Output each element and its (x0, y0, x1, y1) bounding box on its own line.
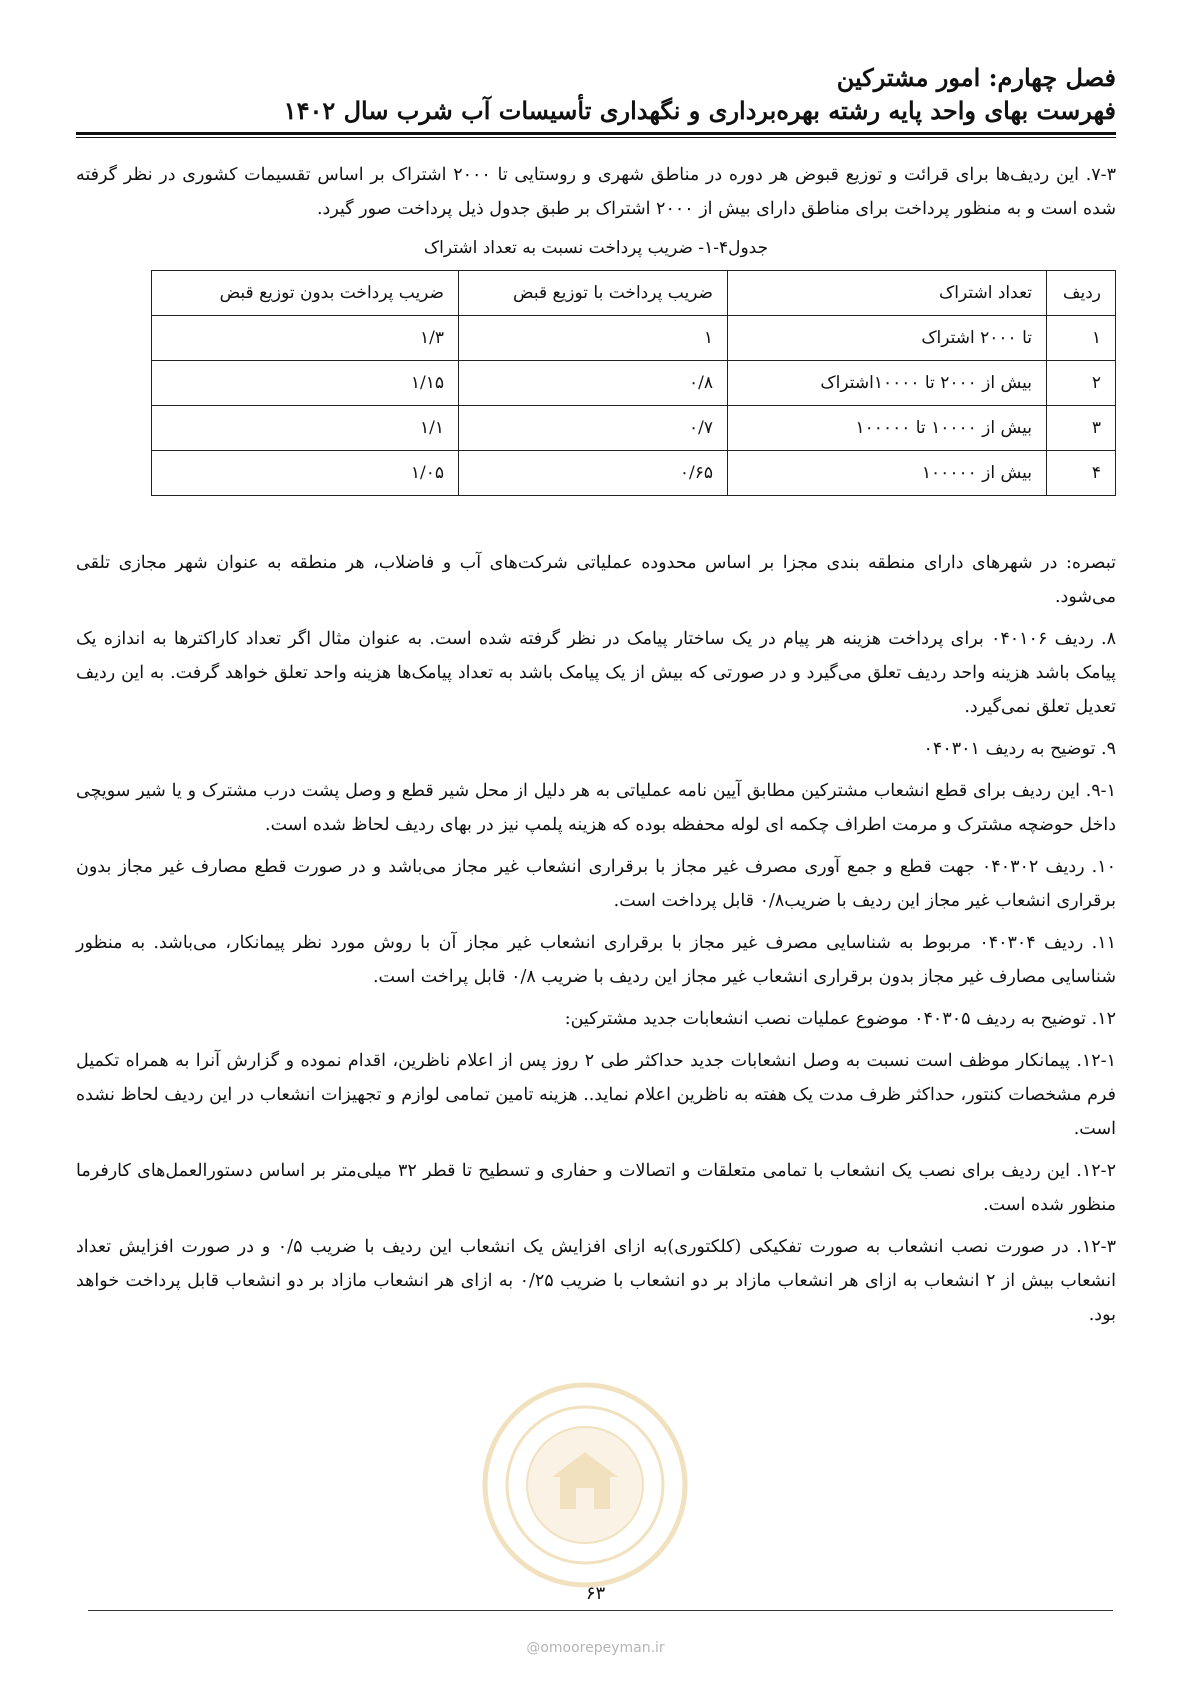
cell-without-bill: ۱/۱۵ (152, 361, 459, 406)
table-row (152, 406, 1116, 451)
cell-with-bill: ۰/۸ (459, 361, 728, 406)
cell-row-no: ۲ (1047, 361, 1116, 406)
cell-with-bill: ۰/۶۵ (459, 451, 728, 496)
col-header-with-bill: ضریب پرداخت با توزیع قبض (459, 271, 728, 316)
paragraph-12-2: ۱۲-۲. این ردیف برای نصب یک انشعاب با تمامی متعلقات و اتصالات و حفاری و تسطیح تا قطر ۳۲ میلی‌متر بر اساس دستورالعمل‌های کارفرما منظور شده است. (76, 1161, 1116, 1215)
note-paragraph: تبصره: در شهرهای دارای منطقه بندی مجزا بر اساس محدوده عملیاتی شرکت‌های آب و فاضلاب، هر منطقه به عنوان شهر مجازی تلقی می‌شود. (76, 553, 1116, 607)
paragraph-9-1: ۹-۱. این ردیف برای قطع انشعاب مشترکین مطابق آیین نامه عملیاتی به هر دلیل از محل شیر قطع و وصل پشت درب مشترک و یا شیر سویچی داخل حوضچه مشترک و مرمت اطراف چکمه ای لوله محفظه بوده که هزینه پلمپ نیز در بهای ردیف لحاظ شده است. (76, 781, 1116, 835)
chapter-title: فصل چهارم: امور مشترکین (836, 63, 1116, 92)
paragraph-8: ۸. ردیف ۰۴۰۱۰۶ برای پرداخت هزینه هر پیام در یک ساختار پیامک در نظر گرفته شده است. به عنوان مثال اگر تعداد کاراکترها به اندازه یک پیامک باشد هزینه واحد ردیف تعلق می‌گیرد و در صورتی که بیش از یک پیامک باشد به تعداد پیامک‌ها هزینه واحد تعلق خواهد گرفت. به این ردیف تعدیل تعلق نمی‌گیرد. (76, 629, 1116, 717)
cell-subscriptions: بیش از ۱۰۰۰۰۰ (728, 451, 1047, 496)
page-header (76, 62, 1116, 128)
paragraph-12-3: ۱۲-۳. در صورت نصب انشعاب به صورت تفکیکی (کلکتوری)به ازای افزایش یک انشعاب این ردیف با ضریب ۰/۵ و در صورت افزایش تعداد انشعاب بیش از ۲ انشعاب به ازای هر انشعاب مازاد بر دو انشعاب با ضریب ۰/۲۵ به ازای هر انشعاب مازاد بر دو انشعاب قابل پرداخت خواهد بود. (76, 1237, 1117, 1325)
col-header-row: ردیف (1047, 271, 1116, 316)
cell-without-bill: ۱/۳ (152, 316, 459, 361)
table-row (152, 361, 1116, 406)
paragraph-10: ۱۰. ردیف ۰۴۰۳۰۲ جهت قطع و جمع آوری مصرف غیر مجاز با برقراری انشعاب غیر مجاز می‌باشد و در صورت قطع مصارف غیر مجاز بدون برقراری انشعاب غیر مجاز این ردیف با ضریب۰/۸ قابل پرداخت است. (76, 857, 1116, 911)
header-rule-thin (76, 137, 1116, 138)
payment-coefficient-table (151, 270, 1116, 496)
cell-row-no: ۱ (1047, 316, 1116, 361)
cell-row-no: ۳ (1047, 406, 1116, 451)
table-row (152, 451, 1116, 496)
paragraph-11: ۱۱. ردیف ۰۴۰۳۰۴ مربوط به شناسایی مصرف غیر مجاز با برقراری انشعاب غیر مجاز آن با روش مورد نظر پیمانکار، می‌باشد. به منظور شناسایی مصارف غیر مجاز بدون برقراری انشعاب غیر مجاز این ردیف با ضریب ۰/۸ قابل پراخت است. (76, 933, 1117, 987)
paragraph-12-1: ۱۲-۱. پیمانکار موظف است نسبت به وصل انشعابات جدید حداکثر طی ۲ روز پس از اعلام ناظرین، اقدام نموده و گزارش آنرا به همراه تکمیل فرم مشخصات کنتور، حداکثر ظرف مدت یک هفته به ناظرین اعلام نماید.. هزینه تامین تمامی لوازم و تجهیزات انشعاب در این ردیف لحاظ نشده است. (76, 1051, 1117, 1139)
paragraph-12: ۱۲. توضیح به ردیف ۰۴۰۳۰۵ موضوع عملیات نصب انشعابات جدید مشترکین: (564, 1009, 1116, 1029)
watermark-url: @omoorepeyman.ir (526, 1640, 665, 1656)
document-title: فهرست بهای واحد پایه رشته بهره‌برداری و نگهداری تأسیسات آب شرب سال ۱۴۰۲ (283, 96, 1116, 125)
cell-without-bill: ۱/۱ (152, 406, 459, 451)
cell-with-bill: ۰/۷ (459, 406, 728, 451)
cell-subscriptions: بیش از ۱۰۰۰۰ تا ۱۰۰۰۰۰ (728, 406, 1047, 451)
cell-row-no: ۴ (1047, 451, 1116, 496)
col-header-subscriptions: تعداد اشتراک (728, 271, 1047, 316)
paragraph-9: ۹. توضیح به ردیف ۰۴۰۳۰۱ (923, 739, 1116, 759)
table-caption: جدول۴-۱- ضریب پرداخت نسبت به تعداد اشتراک (423, 238, 769, 258)
cell-subscriptions: تا ۲۰۰۰ اشتراک (728, 316, 1047, 361)
table-row (152, 316, 1116, 361)
cell-subscriptions: بیش از ۲۰۰۰ تا ۱۰۰۰۰اشتراک (728, 361, 1047, 406)
page-number: ۶۳ (585, 1583, 606, 1604)
spacer (76, 496, 1116, 546)
cell-without-bill: ۱/۰۵ (152, 451, 459, 496)
cell-with-bill: ۱ (459, 316, 728, 361)
col-header-without-bill: ضریب پرداخت بدون توزیع قبض (152, 271, 459, 316)
footer-rule (88, 1610, 1113, 1611)
watermark-seal-icon (480, 1380, 690, 1590)
header-rule-thick (76, 132, 1116, 135)
table-header-row (152, 271, 1116, 316)
paragraph-7-3: ۷-۳. این ردیف‌ها برای قرائت و توزیع قبوض هر دوره در مناطق شهری و روستایی تا ۲۰۰۰ اشتراک بر اساس تقسیمات کشوری در نظر گرفته شده است و به منظور پرداخت برای مناطق دارای بیش از ۲۰۰۰ اشتراک بر طبق جدول ذیل پرداخت صور گیرد. (76, 165, 1116, 219)
document-body (76, 158, 1116, 1340)
